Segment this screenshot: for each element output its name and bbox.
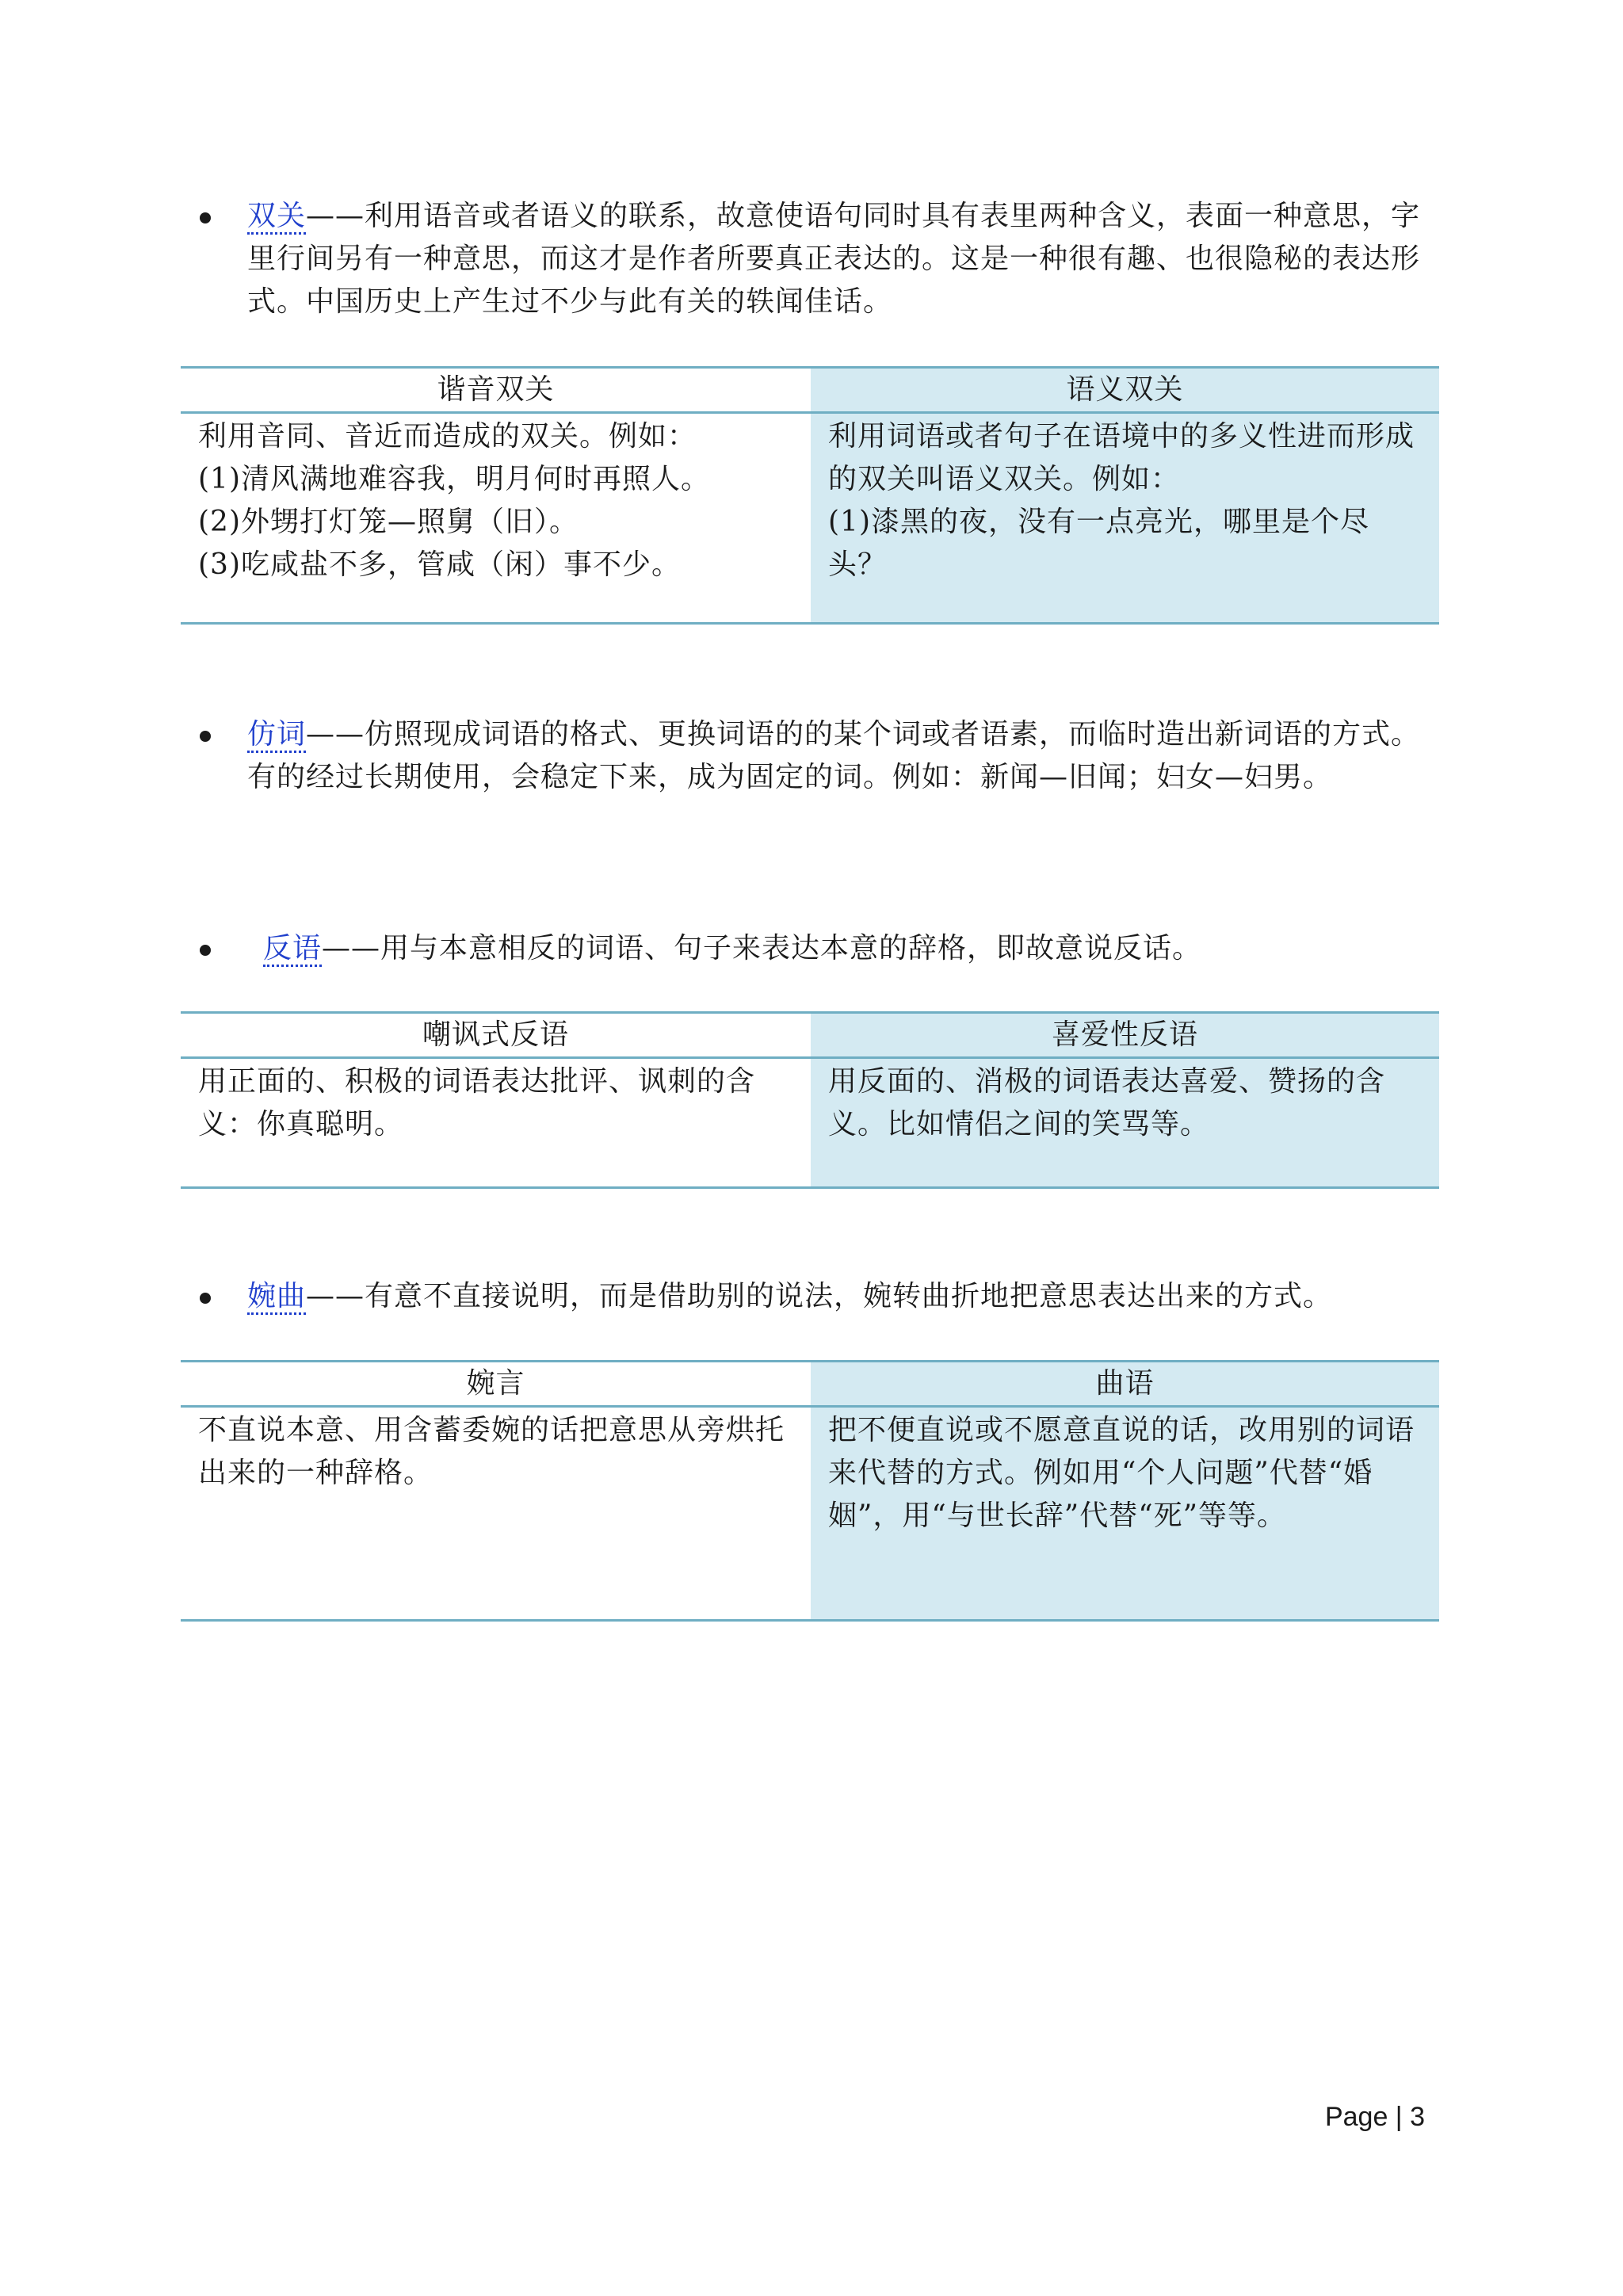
section-fangci (181, 713, 1449, 799)
definition-text (247, 1275, 1449, 1318)
definition-text (247, 713, 1449, 799)
cell-left (181, 1407, 811, 1621)
table-row (181, 413, 1439, 624)
definition-body: ——利用语音或者语义的联系，故意使语句同时具有表里两种含义，表面一种意思，字里行间另有一种意思，而这才是作者所要真正表达的。这是一种很有趣、也很隐秘的表达形式。中国历史上产生过不少与此有关的轶闻佳话。 (247, 200, 1421, 318)
cell-right (811, 1058, 1439, 1188)
column-header-right: 语义双关 (811, 368, 1439, 413)
definition-body: ——仿照现成词语的格式、更换词语的的某个词或者语素，而临时造出新词语的方式。有的经过长期使用，会稳定下来，成为固定的词。例如：新闻—旧闻；妇女—妇男。 (247, 718, 1421, 793)
column-header-right: 喜爱性反语 (811, 1013, 1439, 1058)
table-fanyu (181, 1011, 1439, 1189)
table-wanqu (181, 1360, 1439, 1622)
cell-line: 利用音同、音近而造成的双关。例如： (198, 420, 697, 453)
cell-line: (2)外甥打灯笼—照舅（旧）。 (198, 506, 579, 538)
term-link-shuangguan[interactable]: 双关 (247, 200, 306, 235)
cell-left (181, 413, 811, 624)
section-fanyu (181, 927, 1449, 970)
page-number: Page | 3 (1324, 2102, 1425, 2132)
cell-line: (3)吃咸盐不多，管咸（闲）事不少。 (198, 548, 681, 581)
definition-text (263, 927, 1449, 970)
section-shuangguan (181, 195, 1449, 323)
column-header-right: 曲语 (811, 1362, 1439, 1407)
term-link-wanqu[interactable]: 婉曲 (247, 1280, 306, 1315)
table-header-row (181, 368, 1439, 413)
table-shuangguan (181, 366, 1439, 625)
table-header-row (181, 1362, 1439, 1407)
cell-left (181, 1058, 811, 1188)
bullet-icon (200, 212, 211, 223)
table-row (181, 1407, 1439, 1621)
term-link-fangci[interactable]: 仿词 (247, 718, 306, 753)
cell-line: 把不便直说或不愿意直说的话，改用别的词语来代替的方式。例如用“个人问题”代替“婚姻”，用“与世长辞”代替“死”等等。 (828, 1414, 1415, 1532)
cell-right (811, 1407, 1439, 1621)
definition-body: ——有意不直接说明，而是借助别的说法，婉转曲折地把意思表达出来的方式。 (306, 1280, 1333, 1312)
cell-line: 用反面的、消极的词语表达喜爱、赞扬的含义。比如情侣之间的笑骂等。 (828, 1065, 1386, 1140)
definition-body: ——用与本意相反的词语、句子来表达本意的辞格，即故意说反话。 (322, 932, 1202, 965)
bullet-icon (200, 731, 211, 742)
cell-line: (1)清风满地难容我，明月何时再照人。 (198, 463, 710, 495)
cell-line: 不直说本意、用含蓄委婉的话把意思从旁烘托出来的一种辞格。 (198, 1414, 785, 1489)
cell-right (811, 413, 1439, 624)
table-row (181, 1058, 1439, 1188)
column-header-left: 谐音双关 (181, 368, 811, 413)
term-link-fanyu[interactable]: 反语 (263, 932, 322, 967)
definition-text (247, 195, 1449, 323)
bullet-icon (200, 1293, 211, 1304)
table-header-row (181, 1013, 1439, 1058)
bullet-icon (200, 945, 211, 956)
section-wanqu (181, 1275, 1449, 1318)
cell-line: 利用词语或者句子在语境中的多义性进而形成的双关叫语义双关。例如： (828, 420, 1415, 495)
column-header-left: 嘲讽式反语 (181, 1013, 811, 1058)
cell-line: 用正面的、积极的词语表达批评、讽刺的含义：你真聪明。 (198, 1065, 756, 1140)
cell-line: (1)漆黑的夜，没有一点亮光，哪里是个尽头？ (828, 506, 1369, 581)
column-header-left: 婉言 (181, 1362, 811, 1407)
